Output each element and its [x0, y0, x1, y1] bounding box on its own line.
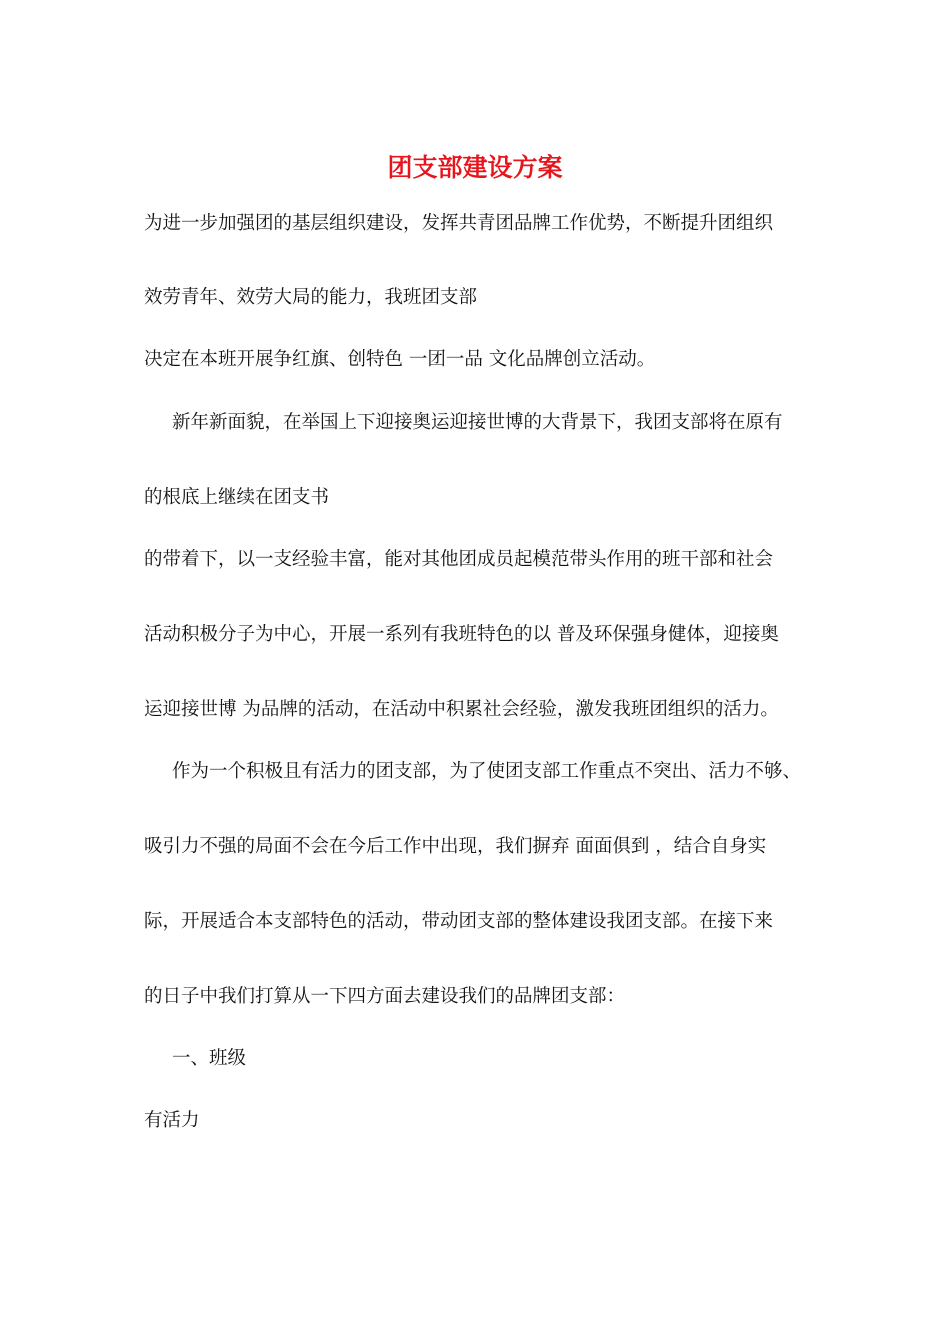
- paragraph-line: 吸引力不强的局面不会在今后工作中出现，我们摒弃 面面俱到 ，结合自身实: [144, 836, 767, 857]
- paragraph-line: 决定在本班开展争红旗、创特色 一团一品 文化品牌创立活动。: [144, 349, 656, 370]
- paragraph-line: 际，开展适合本支部特色的活动，带动团支部的整体建设我团支部。在接下来: [144, 911, 774, 932]
- paragraph-line: 效劳青年、效劳大局的能力，我班团支部: [144, 287, 478, 308]
- paragraph-line: 的带着下，以一支经验丰富，能对其他团成员起模范带头作用的班干部和社会: [144, 549, 774, 570]
- paragraph-line: 作为一个积极且有活力的团支部，为了使团支部工作重点不突出、活力不够、: [172, 761, 802, 782]
- document-title: 团支部建设方案: [387, 153, 563, 182]
- paragraph-line: 为进一步加强团的基层组织建设，发挥共青团品牌工作优势，不断提升团组织: [144, 213, 774, 234]
- paragraph-line: 活动积极分子为中心，开展一系列有我班特色的以 普及环保强身健体，迎接奥: [144, 624, 779, 645]
- paragraph-line: 的日子中我们打算从一下四方面去建设我们的品牌团支部：: [144, 986, 626, 1007]
- paragraph-line: 运迎接世博 为品牌的活动，在活动中积累社会经验，激发我班团组织的活力。: [144, 699, 779, 720]
- paragraph-line: 有活力: [144, 1110, 200, 1131]
- paragraph-line: 新年新面貌，在举国上下迎接奥运迎接世博的大背景下，我团支部将在原有: [172, 412, 783, 433]
- paragraph-line: 的根底上继续在团支书: [144, 487, 330, 508]
- section-heading: 一、班级: [172, 1048, 247, 1069]
